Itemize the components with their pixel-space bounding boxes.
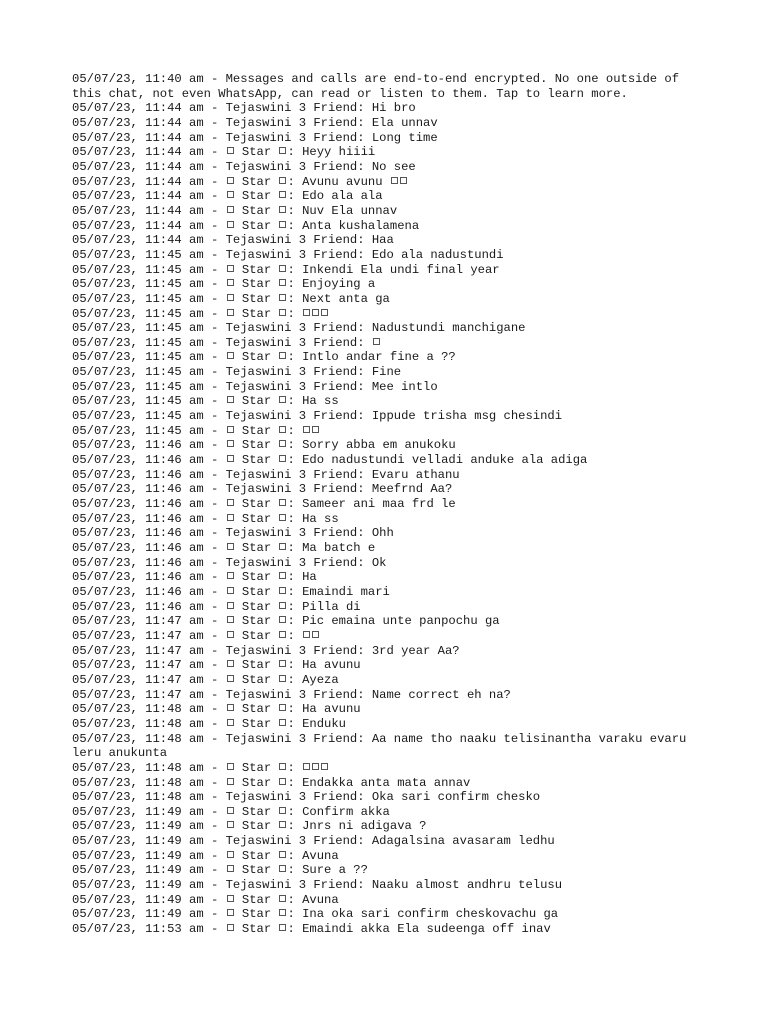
chat-line: 05/07/23, 11:47 am - Tejaswini 3 Friend: 3rd year Aa? xyxy=(72,643,460,658)
chat-line: 05/07/23, 11:47 am - Star : Ha avunu xyxy=(72,658,361,673)
missing-glyph-icon xyxy=(279,543,286,550)
missing-glyph-icon xyxy=(391,177,398,184)
missing-glyph-icon xyxy=(279,352,286,359)
missing-glyph-icon xyxy=(227,660,234,667)
chat-line: 05/07/23, 11:46 am - Star : Edo nadustundi velladi anduke ala adiga xyxy=(72,453,588,468)
missing-glyph-icon xyxy=(227,191,234,198)
chat-line: 05/07/23, 11:45 am - Tejaswini 3 Friend: Fine xyxy=(72,365,402,380)
chat-line: 05/07/23, 11:53 am - Star : Emaindi akka Ela sudeenga off inav xyxy=(72,922,551,937)
chat-line: 05/07/23, 11:45 am - Tejaswini 3 Friend: Ippude trisha msg chesindi xyxy=(72,409,563,424)
chat-line: 05/07/23, 11:48 am - Star : Enduku xyxy=(72,716,346,731)
chat-line: 05/07/23, 11:44 am - Tejaswini 3 Friend: Ela unnav xyxy=(72,115,438,130)
chat-line: 05/07/23, 11:45 am - Star : Intlo andar fine a ?? xyxy=(72,350,456,365)
missing-glyph-icon xyxy=(303,631,310,638)
missing-glyph-icon xyxy=(227,147,234,154)
missing-glyph-icon xyxy=(279,426,286,433)
chat-line: 05/07/23, 11:48 am - Star : Endakka anta mata annav xyxy=(72,775,471,790)
missing-glyph-icon xyxy=(227,543,234,550)
chat-line: 05/07/23, 11:45 am - Star : Next anta ga xyxy=(72,291,390,306)
chat-line: 05/07/23, 11:44 am - Star : Anta kushalamena xyxy=(72,218,420,233)
missing-glyph-icon xyxy=(279,851,286,858)
missing-glyph-icon xyxy=(227,177,234,184)
missing-glyph-icon xyxy=(303,309,310,316)
missing-glyph-icon xyxy=(227,294,234,301)
missing-glyph-icon xyxy=(279,206,286,213)
missing-glyph-icon xyxy=(279,719,286,726)
missing-glyph-icon xyxy=(321,763,328,770)
chat-line: 05/07/23, 11:49 am - Star : Confirm akka xyxy=(72,804,390,819)
missing-glyph-icon xyxy=(279,309,286,316)
missing-glyph-icon xyxy=(227,206,234,213)
chat-line: 05/07/23, 11:46 am - Tejaswini 3 Friend: Evaru athanu xyxy=(72,467,460,482)
chat-line: 05/07/23, 11:46 am - Tejaswini 3 Friend: Ok xyxy=(72,555,387,570)
encryption-notice: 05/07/23, 11:40 am - Messages and calls are end-to-end encrypted. No one outside of this chat, not even WhatsApp, can read or listen to them. Tap to learn more. xyxy=(72,72,687,101)
missing-glyph-icon xyxy=(279,455,286,462)
chat-line: 05/07/23, 11:46 am - Star : Ha xyxy=(72,570,317,585)
missing-glyph-icon xyxy=(279,514,286,521)
missing-glyph-icon xyxy=(279,279,286,286)
chat-line: 05/07/23, 11:46 am - Tejaswini 3 Friend: Ohh xyxy=(72,526,394,541)
missing-glyph-icon xyxy=(312,631,319,638)
chat-line: 05/07/23, 11:45 am - Star : xyxy=(72,424,712,439)
missing-glyph-icon xyxy=(227,265,234,272)
chat-line: 05/07/23, 11:49 am - Tejaswini 3 Friend: Adagalsina avasaram ledhu xyxy=(72,834,555,849)
missing-glyph-icon xyxy=(279,616,286,623)
missing-glyph-icon xyxy=(227,602,234,609)
chat-line: 05/07/23, 11:46 am - Star : Sameer ani maa frd le xyxy=(72,497,456,512)
missing-glyph-icon xyxy=(279,763,286,770)
chat-line: 05/07/23, 11:48 am - Star : Ha avunu xyxy=(72,702,361,717)
chat-line: 05/07/23, 11:48 am - Tejaswini 3 Friend: Aa name tho naaku telisinantha varaku evaru leru anukunta xyxy=(72,731,694,761)
missing-glyph-icon xyxy=(227,572,234,579)
missing-glyph-icon xyxy=(303,763,310,770)
chat-line: 05/07/23, 11:45 am - Tejaswini 3 Friend: Mee intlo xyxy=(72,379,438,394)
missing-glyph-icon xyxy=(227,499,234,506)
chat-line: 05/07/23, 11:49 am - Star : Jnrs ni adigava ? xyxy=(72,819,427,834)
missing-glyph-icon xyxy=(279,602,286,609)
missing-glyph-icon xyxy=(227,309,234,316)
missing-glyph-icon xyxy=(279,909,286,916)
missing-glyph-icon xyxy=(227,895,234,902)
chat-line: 05/07/23, 11:45 am - Star : Enjoying a xyxy=(72,277,376,292)
chat-line: 05/07/23, 11:44 am - Star : Edo ala ala xyxy=(72,189,383,204)
missing-glyph-icon xyxy=(312,309,319,316)
chat-line: 05/07/23, 11:49 am - Star : Ina oka sari confirm cheskovachu ga xyxy=(72,907,559,922)
missing-glyph-icon xyxy=(279,191,286,198)
chat-line: 05/07/23, 11:46 am - Star : Pilla di xyxy=(72,599,361,614)
missing-glyph-icon xyxy=(227,909,234,916)
missing-glyph-icon xyxy=(227,352,234,359)
missing-glyph-icon xyxy=(227,587,234,594)
missing-glyph-icon xyxy=(227,440,234,447)
missing-glyph-icon xyxy=(279,572,286,579)
missing-glyph-icon xyxy=(227,807,234,814)
missing-glyph-icon xyxy=(279,147,286,154)
chat-line: 05/07/23, 11:44 am - Tejaswini 3 Friend: No see xyxy=(72,159,416,174)
chat-line: 05/07/23, 11:46 am - Star : Emaindi mari xyxy=(72,584,390,599)
chat-line: 05/07/23, 11:44 am - Tejaswini 3 Friend: Hi bro xyxy=(72,101,416,116)
chat-line: 05/07/23, 11:48 am - Star : xyxy=(72,761,712,776)
chat-line: 05/07/23, 11:46 am - Star : Sorry abba em anukoku xyxy=(72,438,456,453)
missing-glyph-icon xyxy=(279,704,286,711)
missing-glyph-icon xyxy=(227,924,234,931)
missing-glyph-icon xyxy=(312,763,319,770)
chat-line: 05/07/23, 11:46 am - Star : Ma batch e xyxy=(72,541,376,555)
missing-glyph-icon xyxy=(227,396,234,403)
missing-glyph-icon xyxy=(227,631,234,638)
missing-glyph-icon xyxy=(279,807,286,814)
missing-glyph-icon xyxy=(227,455,234,462)
chat-line: 05/07/23, 11:45 am - Tejaswini 3 Friend: Nadustundi manchigane xyxy=(72,321,526,336)
chat-line: 05/07/23, 11:45 am - Star : Inkendi Ela undi final year xyxy=(72,262,500,277)
missing-glyph-icon xyxy=(400,177,407,184)
chat-line: 05/07/23, 11:49 am - Tejaswini 3 Friend: Naaku almost andhru telusu xyxy=(72,878,563,893)
missing-glyph-icon xyxy=(373,338,380,345)
chat-line: 05/07/23, 11:44 am - Star : Heyy hiiii xyxy=(72,145,376,160)
missing-glyph-icon xyxy=(303,426,310,433)
missing-glyph-icon xyxy=(279,440,286,447)
missing-glyph-icon xyxy=(227,514,234,521)
missing-glyph-icon xyxy=(279,221,286,228)
chat-line: 05/07/23, 11:47 am - Star : Ayeza xyxy=(72,672,339,687)
chat-line: 05/07/23, 11:45 am - Star : Ha ss xyxy=(72,394,339,409)
chat-line: 05/07/23, 11:44 am - Star : Nuv Ela unnav xyxy=(72,203,398,218)
chat-line: 05/07/23, 11:44 am - Star : Avunu avunu xyxy=(72,175,712,190)
missing-glyph-icon xyxy=(312,426,319,433)
missing-glyph-icon xyxy=(279,821,286,828)
chat-line: 05/07/23, 11:44 am - Tejaswini 3 Friend: Haa xyxy=(72,233,394,248)
chat-line: 05/07/23, 11:47 am - Tejaswini 3 Friend: Name correct eh na? xyxy=(72,687,511,702)
missing-glyph-icon xyxy=(227,426,234,433)
missing-glyph-icon xyxy=(279,895,286,902)
missing-glyph-icon xyxy=(279,294,286,301)
missing-glyph-icon xyxy=(279,265,286,272)
missing-glyph-icon xyxy=(227,719,234,726)
chat-export-document xyxy=(72,72,712,937)
missing-glyph-icon xyxy=(227,851,234,858)
missing-glyph-icon xyxy=(227,704,234,711)
missing-glyph-icon xyxy=(279,675,286,682)
missing-glyph-icon xyxy=(227,778,234,785)
missing-glyph-icon xyxy=(279,587,286,594)
missing-glyph-icon xyxy=(279,499,286,506)
missing-glyph-icon xyxy=(227,865,234,872)
chat-line: 05/07/23, 11:45 am - Tejaswini 3 Friend: Edo ala nadustundi xyxy=(72,247,504,262)
missing-glyph-icon xyxy=(227,616,234,623)
chat-line: 05/07/23, 11:49 am - Star : Sure a ?? xyxy=(72,863,368,878)
chat-line: 05/07/23, 11:49 am - Star : Avuna xyxy=(72,892,339,907)
missing-glyph-icon xyxy=(227,279,234,286)
chat-line: 05/07/23, 11:45 am - Star : xyxy=(72,307,712,322)
chat-line: 05/07/23, 11:44 am - Tejaswini 3 Friend: Long time xyxy=(72,130,438,145)
chat-line: 05/07/23, 11:46 am - Star : Ha ss xyxy=(72,511,339,526)
chat-line: 05/07/23, 11:45 am - Tejaswini 3 Friend: xyxy=(72,336,712,351)
chat-line: 05/07/23, 11:47 am - Star : xyxy=(72,629,712,644)
missing-glyph-icon xyxy=(227,675,234,682)
missing-glyph-icon xyxy=(279,396,286,403)
missing-glyph-icon xyxy=(227,763,234,770)
missing-glyph-icon xyxy=(279,177,286,184)
chat-line: 05/07/23, 11:47 am - Star : Pic emaina unte panpochu ga xyxy=(72,614,500,629)
missing-glyph-icon xyxy=(279,660,286,667)
missing-glyph-icon xyxy=(279,865,286,872)
missing-glyph-icon xyxy=(279,924,286,931)
missing-glyph-icon xyxy=(321,309,328,316)
missing-glyph-icon xyxy=(227,821,234,828)
missing-glyph-icon xyxy=(279,631,286,638)
chat-line: 05/07/23, 11:48 am - Tejaswini 3 Friend: Oka sari confirm chesko xyxy=(72,790,541,805)
missing-glyph-icon xyxy=(227,221,234,228)
chat-line: 05/07/23, 11:46 am - Tejaswini 3 Friend: Meefrnd Aa? xyxy=(72,482,453,497)
chat-line: 05/07/23, 11:49 am - Star : Avuna xyxy=(72,848,339,863)
missing-glyph-icon xyxy=(279,778,286,785)
